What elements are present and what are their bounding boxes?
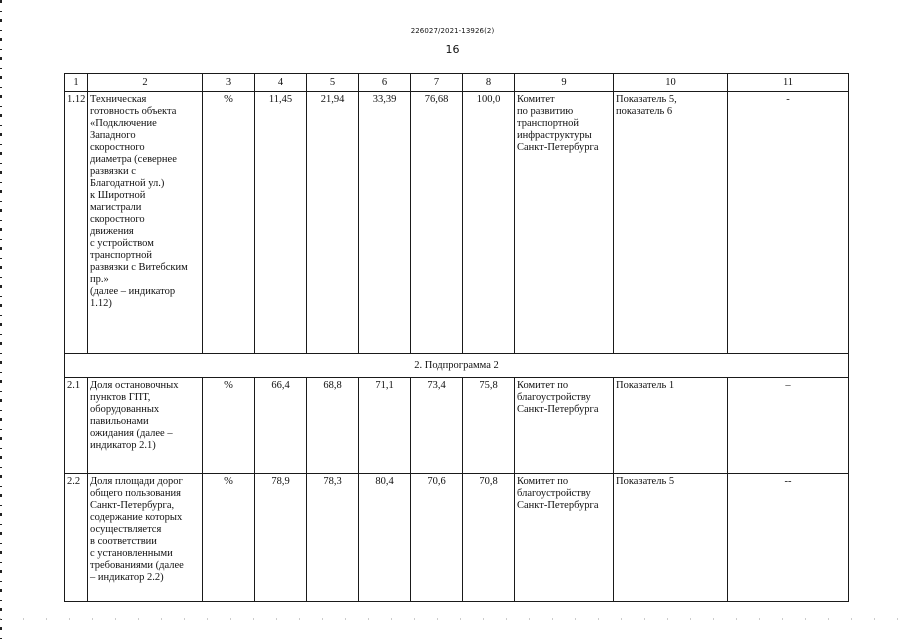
value-cell: 33,39 — [359, 92, 411, 354]
header-cell: 5 — [307, 74, 359, 92]
row-number: 2.2 — [65, 474, 88, 602]
executor: Комитет по развитию транспортной инфраструктуры Санкт-Петербурга — [515, 92, 614, 354]
section-row — [65, 354, 849, 378]
value-cell: 76,68 — [411, 92, 463, 354]
table-header-row — [65, 74, 849, 92]
row-number: 1.12 — [65, 92, 88, 354]
value-cell: 71,1 — [359, 378, 411, 474]
header-cell: 10 — [614, 74, 728, 92]
executor: Комитет по благоустройству Санкт-Петербурга — [515, 378, 614, 474]
value-cell: 73,4 — [411, 378, 463, 474]
header-cell: 1 — [65, 74, 88, 92]
header-cell: 8 — [463, 74, 515, 92]
linked-indicator: Показатель 5, показатель 6 — [614, 92, 728, 354]
scan-bottom-marks — [0, 618, 905, 620]
table-row-2-1 — [65, 378, 849, 474]
page-number: 16 — [445, 43, 460, 56]
section-title: 2. Подпрограмма 2 — [65, 354, 849, 378]
document-id: 226027/2021-13926(2) — [410, 27, 495, 35]
value-cell: 70,6 — [411, 474, 463, 602]
value-cell: 68,8 — [307, 378, 359, 474]
value-cell: 11,45 — [255, 92, 307, 354]
header-cell: 4 — [255, 74, 307, 92]
unit: % — [203, 474, 255, 602]
header-cell: 9 — [515, 74, 614, 92]
value-cell: 80,4 — [359, 474, 411, 602]
value-cell: 66,4 — [255, 378, 307, 474]
unit: % — [203, 92, 255, 354]
indicators-table — [64, 73, 849, 602]
executor: Комитет по благоустройству Санкт-Петербурга — [515, 474, 614, 602]
header-cell: 7 — [411, 74, 463, 92]
unit: % — [203, 378, 255, 474]
value-cell: 100,0 — [463, 92, 515, 354]
value-cell: 75,8 — [463, 378, 515, 474]
value-cell: 78,9 — [255, 474, 307, 602]
scan-left-edge — [0, 0, 2, 640]
header-cell: 2 — [88, 74, 203, 92]
indicator-name: Доля площади дорог общего пользования Санкт-Петербурга, содержание которых осуществляется в соответствии с установленными требованиями (далее – индикатор 2.2) — [88, 474, 203, 602]
header-cell: 6 — [359, 74, 411, 92]
table-row-2-2 — [65, 474, 849, 602]
row-number: 2.1 — [65, 378, 88, 474]
note: -- — [728, 474, 849, 602]
indicator-name: Техническая готовность объекта «Подключение Западного скоростного диаметра (севернее развязки с Благодатной ул.) к Широтной магистрали скоростного движения с устройством транспортной развязки с Витебским пр.» (далее – индикатор 1.12) — [88, 92, 203, 354]
indicator-name: Доля остановочных пунктов ГПТ, оборудованных павильонами ожидания (далее – индикатор 2.1) — [88, 378, 203, 474]
value-cell: 21,94 — [307, 92, 359, 354]
header-cell: 3 — [203, 74, 255, 92]
value-cell: 70,8 — [463, 474, 515, 602]
header-cell: 11 — [728, 74, 849, 92]
value-cell: 78,3 — [307, 474, 359, 602]
linked-indicator: Показатель 5 — [614, 474, 728, 602]
linked-indicator: Показатель 1 — [614, 378, 728, 474]
table-row-1-12 — [65, 92, 849, 354]
note: - — [728, 92, 849, 354]
note: – — [728, 378, 849, 474]
